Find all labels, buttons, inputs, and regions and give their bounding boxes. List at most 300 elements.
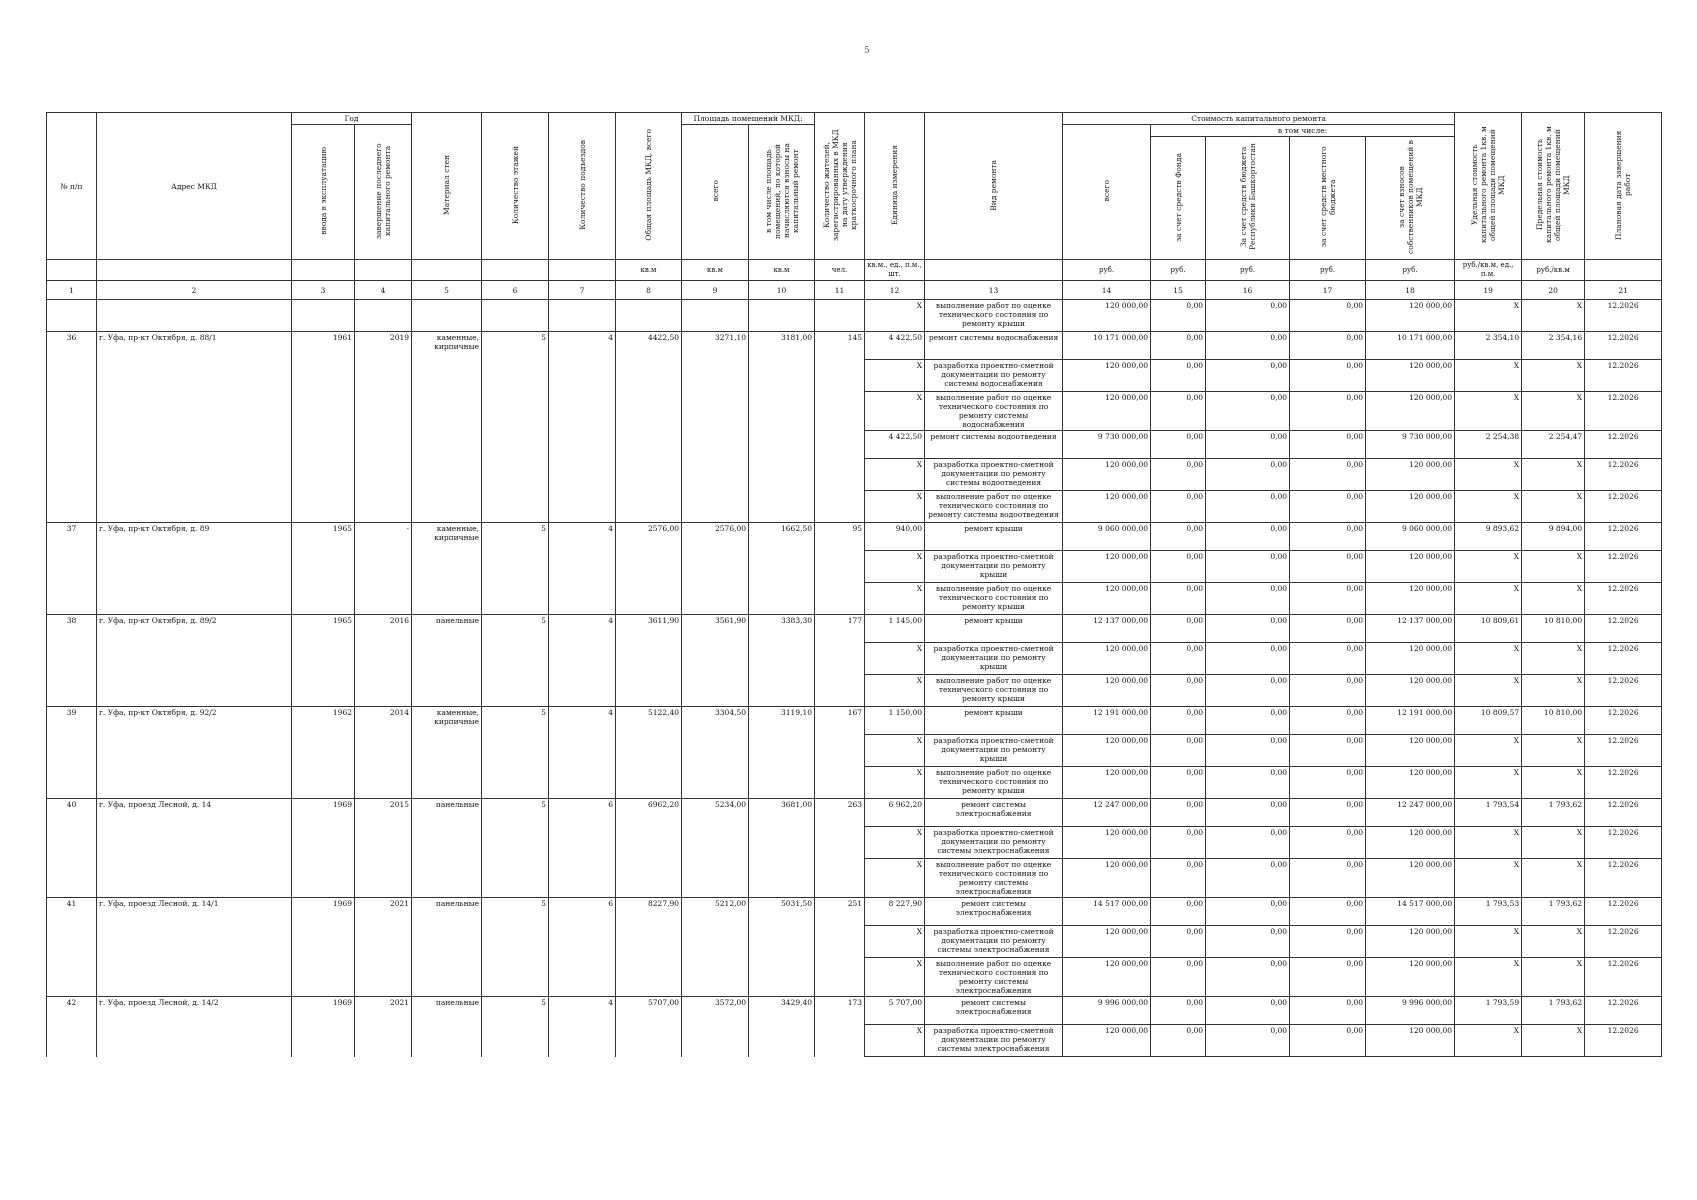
specific-cost: X bbox=[1455, 827, 1522, 859]
work-type: ремонт системы электроснабжения bbox=[925, 898, 1063, 926]
limit-cost: 2 254,47 bbox=[1522, 431, 1585, 459]
repair-plan-table bbox=[46, 112, 1662, 1057]
cost-total: 120 000,00 bbox=[1063, 392, 1151, 431]
entrances-count: 4 bbox=[549, 332, 616, 360]
cost-rb-budget: 0,00 bbox=[1206, 360, 1290, 392]
area-rooms bbox=[682, 859, 749, 898]
area-rooms: 5212,00 bbox=[682, 898, 749, 926]
unit-value: X bbox=[865, 392, 925, 431]
header-area-group: Площадь помещений МКД: bbox=[693, 114, 803, 123]
area-fee bbox=[749, 1025, 815, 1057]
row-number: 37 bbox=[47, 523, 97, 551]
header-rb-budget: За счет средств бюджета Республики Башкортостан bbox=[1238, 143, 1257, 251]
cost-total: 120 000,00 bbox=[1063, 675, 1151, 707]
address bbox=[97, 859, 292, 898]
entrances-count: 6 bbox=[549, 799, 616, 827]
table-row bbox=[47, 707, 1662, 735]
cost-local-budget: 0,00 bbox=[1290, 997, 1366, 1025]
area-rooms bbox=[682, 360, 749, 392]
row-number bbox=[47, 926, 97, 958]
limit-cost: X bbox=[1522, 360, 1585, 392]
area-rooms bbox=[682, 926, 749, 958]
row-number bbox=[47, 300, 97, 332]
unit-label: руб./кв.м bbox=[1522, 260, 1585, 281]
address bbox=[97, 1025, 292, 1057]
year-built bbox=[292, 926, 355, 958]
cost-fund: 0,00 bbox=[1151, 392, 1206, 431]
floors-count bbox=[482, 827, 549, 859]
specific-cost: X bbox=[1455, 583, 1522, 615]
column-number: 21 bbox=[1585, 281, 1662, 300]
cost-local-budget: 0,00 bbox=[1290, 491, 1366, 523]
unit-label: кв.м., ед., п.м., шт. bbox=[865, 260, 925, 281]
cost-owners: 120 000,00 bbox=[1366, 360, 1455, 392]
floors-count bbox=[482, 431, 549, 459]
work-type: разработка проектно-сметной документации по ремонту крыши bbox=[925, 551, 1063, 583]
year-repair: 2021 bbox=[355, 997, 412, 1025]
row-number bbox=[47, 360, 97, 392]
row-number bbox=[47, 859, 97, 898]
cost-fund: 0,00 bbox=[1151, 898, 1206, 926]
work-type: разработка проектно-сметной документации по ремонту системы водоснабжения bbox=[925, 360, 1063, 392]
specific-cost: X bbox=[1455, 491, 1522, 523]
specific-cost: X bbox=[1455, 675, 1522, 707]
floors-count bbox=[482, 643, 549, 675]
year-built: 1969 bbox=[292, 898, 355, 926]
floors-count bbox=[482, 958, 549, 997]
cost-local-budget: 0,00 bbox=[1290, 707, 1366, 735]
floors-count: 5 bbox=[482, 523, 549, 551]
area-total bbox=[616, 926, 682, 958]
area-fee bbox=[749, 675, 815, 707]
column-numbers-row bbox=[47, 281, 1662, 300]
specific-cost: 1 793,54 bbox=[1455, 799, 1522, 827]
area-fee bbox=[749, 827, 815, 859]
row-number bbox=[47, 767, 97, 799]
cost-fund: 0,00 bbox=[1151, 360, 1206, 392]
floors-count: 5 bbox=[482, 707, 549, 735]
area-total: 2576,00 bbox=[616, 523, 682, 551]
year-built bbox=[292, 491, 355, 523]
wall-material bbox=[412, 431, 482, 459]
plan-date: 12.2026 bbox=[1585, 1025, 1662, 1057]
plan-date: 12.2026 bbox=[1585, 491, 1662, 523]
cost-fund: 0,00 bbox=[1151, 1025, 1206, 1057]
floors-count bbox=[482, 735, 549, 767]
address bbox=[97, 827, 292, 859]
column-number: 5 bbox=[412, 281, 482, 300]
table-row bbox=[47, 799, 1662, 827]
unit-value: X bbox=[865, 491, 925, 523]
plan-date: 12.2026 bbox=[1585, 551, 1662, 583]
cost-fund: 0,00 bbox=[1151, 997, 1206, 1025]
plan-date: 12.2026 bbox=[1585, 392, 1662, 431]
table-row bbox=[47, 392, 1662, 431]
cost-owners: 120 000,00 bbox=[1366, 926, 1455, 958]
cost-rb-budget: 0,00 bbox=[1206, 431, 1290, 459]
row-number bbox=[47, 643, 97, 675]
cost-rb-budget: 0,00 bbox=[1206, 332, 1290, 360]
cost-rb-budget: 0,00 bbox=[1206, 459, 1290, 491]
year-repair bbox=[355, 491, 412, 523]
entrances-count: 6 bbox=[549, 898, 616, 926]
area-fee bbox=[749, 459, 815, 491]
area-rooms: 3271,10 bbox=[682, 332, 749, 360]
cost-local-budget: 0,00 bbox=[1290, 675, 1366, 707]
unit-value: X bbox=[865, 360, 925, 392]
limit-cost: X bbox=[1522, 735, 1585, 767]
work-type: ремонт системы электроснабжения bbox=[925, 997, 1063, 1025]
row-number bbox=[47, 551, 97, 583]
cost-rb-budget: 0,00 bbox=[1206, 827, 1290, 859]
area-fee bbox=[749, 926, 815, 958]
unit-value: X bbox=[865, 827, 925, 859]
area-fee bbox=[749, 551, 815, 583]
cost-local-budget: 0,00 bbox=[1290, 360, 1366, 392]
table-row bbox=[47, 859, 1662, 898]
wall-material bbox=[412, 300, 482, 332]
row-number: 39 bbox=[47, 707, 97, 735]
area-rooms: 3561,90 bbox=[682, 615, 749, 643]
residents-count bbox=[815, 1025, 865, 1057]
floors-count bbox=[482, 300, 549, 332]
unit-value: 4 422,50 bbox=[865, 431, 925, 459]
work-type: выполнение работ по оценке технического состояния по ремонту крыши bbox=[925, 675, 1063, 707]
unit-label: руб. bbox=[1366, 260, 1455, 281]
year-repair bbox=[355, 583, 412, 615]
entrances-count: 4 bbox=[549, 707, 616, 735]
cost-rb-budget: 0,00 bbox=[1206, 615, 1290, 643]
table-row bbox=[47, 523, 1662, 551]
plan-date: 12.2026 bbox=[1585, 997, 1662, 1025]
entrances-count bbox=[549, 735, 616, 767]
area-rooms bbox=[682, 491, 749, 523]
cost-fund: 0,00 bbox=[1151, 551, 1206, 583]
year-built: 1965 bbox=[292, 615, 355, 643]
cost-fund: 0,00 bbox=[1151, 491, 1206, 523]
year-repair bbox=[355, 643, 412, 675]
plan-date: 12.2026 bbox=[1585, 675, 1662, 707]
year-built bbox=[292, 735, 355, 767]
area-total bbox=[616, 859, 682, 898]
header-cost-total: всего bbox=[1102, 180, 1112, 202]
area-total bbox=[616, 643, 682, 675]
cost-fund: 0,00 bbox=[1151, 707, 1206, 735]
area-rooms bbox=[682, 827, 749, 859]
cost-owners: 120 000,00 bbox=[1366, 675, 1455, 707]
entrances-count bbox=[549, 1025, 616, 1057]
cost-total: 120 000,00 bbox=[1063, 735, 1151, 767]
row-number: 41 bbox=[47, 898, 97, 926]
year-repair bbox=[355, 735, 412, 767]
area-total: 6962,20 bbox=[616, 799, 682, 827]
cost-rb-budget: 0,00 bbox=[1206, 735, 1290, 767]
area-rooms bbox=[682, 1025, 749, 1057]
wall-material: каменные, кирпичные bbox=[412, 707, 482, 735]
cost-local-budget: 0,00 bbox=[1290, 431, 1366, 459]
header-year-group: Год bbox=[344, 114, 359, 123]
year-repair bbox=[355, 1025, 412, 1057]
year-repair: 2014 bbox=[355, 707, 412, 735]
row-number bbox=[47, 735, 97, 767]
address bbox=[97, 360, 292, 392]
column-number: 19 bbox=[1455, 281, 1522, 300]
work-type: выполнение работ по оценке технического состояния по ремонту системы водоотведения bbox=[925, 491, 1063, 523]
cost-local-budget: 0,00 bbox=[1290, 767, 1366, 799]
address bbox=[97, 300, 292, 332]
address: г. Уфа, проезд Лесной, д. 14 bbox=[97, 799, 292, 827]
table-row bbox=[47, 735, 1662, 767]
year-repair bbox=[355, 675, 412, 707]
year-built bbox=[292, 675, 355, 707]
unit-value: 5 707,00 bbox=[865, 997, 925, 1025]
work-type: ремонт крыши bbox=[925, 615, 1063, 643]
area-fee bbox=[749, 300, 815, 332]
entrances-count bbox=[549, 767, 616, 799]
cost-fund: 0,00 bbox=[1151, 767, 1206, 799]
wall-material: каменные, кирпичные bbox=[412, 332, 482, 360]
limit-cost: X bbox=[1522, 859, 1585, 898]
specific-cost: X bbox=[1455, 1025, 1522, 1057]
cost-total: 9 996 000,00 bbox=[1063, 997, 1151, 1025]
header-incl: в том числе: bbox=[1277, 126, 1328, 135]
year-built: 1962 bbox=[292, 707, 355, 735]
column-number: 7 bbox=[549, 281, 616, 300]
work-type: выполнение работ по оценке технического состояния по ремонту системы электроснабжения bbox=[925, 958, 1063, 997]
cost-owners: 120 000,00 bbox=[1366, 459, 1455, 491]
cost-owners: 120 000,00 bbox=[1366, 583, 1455, 615]
area-total: 5707,00 bbox=[616, 997, 682, 1025]
table-row bbox=[47, 958, 1662, 997]
year-built bbox=[292, 583, 355, 615]
year-repair bbox=[355, 859, 412, 898]
residents-count: 251 bbox=[815, 898, 865, 926]
plan-date: 12.2026 bbox=[1585, 735, 1662, 767]
page-number: 5 bbox=[864, 46, 870, 56]
header-owners: за счет взносов собственников помещений в МКД bbox=[1396, 140, 1424, 254]
entrances-count bbox=[549, 551, 616, 583]
cost-owners: 120 000,00 bbox=[1366, 551, 1455, 583]
year-built bbox=[292, 459, 355, 491]
unit-value: X bbox=[865, 926, 925, 958]
floors-count bbox=[482, 583, 549, 615]
cost-owners: 120 000,00 bbox=[1366, 491, 1455, 523]
row-number bbox=[47, 675, 97, 707]
area-fee: 3681,00 bbox=[749, 799, 815, 827]
cost-rb-budget: 0,00 bbox=[1206, 859, 1290, 898]
table-row bbox=[47, 431, 1662, 459]
residents-count bbox=[815, 859, 865, 898]
year-built: 1965 bbox=[292, 523, 355, 551]
area-total bbox=[616, 583, 682, 615]
unit-value: X bbox=[865, 767, 925, 799]
entrances-count bbox=[549, 491, 616, 523]
residents-count bbox=[815, 491, 865, 523]
address bbox=[97, 735, 292, 767]
wall-material: каменные, кирпичные bbox=[412, 523, 482, 551]
plan-date: 12.2026 bbox=[1585, 615, 1662, 643]
limit-cost: X bbox=[1522, 827, 1585, 859]
unit-value: 6 962,20 bbox=[865, 799, 925, 827]
cost-total: 120 000,00 bbox=[1063, 859, 1151, 898]
cost-owners: 120 000,00 bbox=[1366, 643, 1455, 675]
limit-cost: 1 793,62 bbox=[1522, 997, 1585, 1025]
work-type: ремонт системы водоснабжения bbox=[925, 332, 1063, 360]
wall-material bbox=[412, 459, 482, 491]
cost-fund: 0,00 bbox=[1151, 827, 1206, 859]
cost-owners: 14 517 000,00 bbox=[1366, 898, 1455, 926]
area-total bbox=[616, 551, 682, 583]
column-number: 14 bbox=[1063, 281, 1151, 300]
area-rooms bbox=[682, 392, 749, 431]
year-repair bbox=[355, 827, 412, 859]
header-year-built: ввода в эксплуатацию bbox=[318, 147, 328, 235]
cost-total: 120 000,00 bbox=[1063, 300, 1151, 332]
plan-date: 12.2026 bbox=[1585, 799, 1662, 827]
work-type: разработка проектно-сметной документации по ремонту системы электроснабжения bbox=[925, 827, 1063, 859]
limit-cost: 9 894,00 bbox=[1522, 523, 1585, 551]
entrances-count bbox=[549, 958, 616, 997]
cost-total: 120 000,00 bbox=[1063, 551, 1151, 583]
area-total: 3611,90 bbox=[616, 615, 682, 643]
year-repair: 2016 bbox=[355, 615, 412, 643]
cost-fund: 0,00 bbox=[1151, 643, 1206, 675]
limit-cost: 1 793,62 bbox=[1522, 799, 1585, 827]
limit-cost: X bbox=[1522, 958, 1585, 997]
area-rooms bbox=[682, 459, 749, 491]
column-number: 18 bbox=[1366, 281, 1455, 300]
cost-owners: 120 000,00 bbox=[1366, 767, 1455, 799]
unit-value: X bbox=[865, 675, 925, 707]
work-type: разработка проектно-сметной документации по ремонту системы электроснабжения bbox=[925, 1025, 1063, 1057]
residents-count bbox=[815, 767, 865, 799]
cost-rb-budget: 0,00 bbox=[1206, 707, 1290, 735]
floors-count bbox=[482, 551, 549, 583]
cost-total: 12 137 000,00 bbox=[1063, 615, 1151, 643]
header-area-rooms: всего bbox=[710, 180, 720, 202]
column-number: 8 bbox=[616, 281, 682, 300]
address: г. Уфа, пр-кт Октября, д. 92/2 bbox=[97, 707, 292, 735]
floors-count bbox=[482, 360, 549, 392]
area-total bbox=[616, 300, 682, 332]
area-total bbox=[616, 431, 682, 459]
column-number: 16 bbox=[1206, 281, 1290, 300]
unit-value: X bbox=[865, 551, 925, 583]
specific-cost: X bbox=[1455, 958, 1522, 997]
area-rooms bbox=[682, 767, 749, 799]
row-number bbox=[47, 1025, 97, 1057]
year-built: 1969 bbox=[292, 997, 355, 1025]
limit-cost: X bbox=[1522, 1025, 1585, 1057]
work-type: разработка проектно-сметной документации по ремонту крыши bbox=[925, 735, 1063, 767]
limit-cost: 1 793,62 bbox=[1522, 898, 1585, 926]
cost-rb-budget: 0,00 bbox=[1206, 675, 1290, 707]
row-number bbox=[47, 827, 97, 859]
cost-fund: 0,00 bbox=[1151, 859, 1206, 898]
plan-date: 12.2026 bbox=[1585, 643, 1662, 675]
plan-date: 12.2026 bbox=[1585, 431, 1662, 459]
work-type: ремонт системы водоотведения bbox=[925, 431, 1063, 459]
entrances-count bbox=[549, 431, 616, 459]
year-repair bbox=[355, 958, 412, 997]
plan-date: 12.2026 bbox=[1585, 859, 1662, 898]
address bbox=[97, 675, 292, 707]
cost-rb-budget: 0,00 bbox=[1206, 767, 1290, 799]
cost-total: 120 000,00 bbox=[1063, 643, 1151, 675]
table-row bbox=[47, 997, 1662, 1025]
area-rooms bbox=[682, 675, 749, 707]
wall-material bbox=[412, 735, 482, 767]
cost-fund: 0,00 bbox=[1151, 735, 1206, 767]
year-repair: - bbox=[355, 523, 412, 551]
entrances-count bbox=[549, 859, 616, 898]
cost-fund: 0,00 bbox=[1151, 926, 1206, 958]
residents-count bbox=[815, 551, 865, 583]
area-fee bbox=[749, 392, 815, 431]
unit-label: руб. bbox=[1206, 260, 1290, 281]
year-repair bbox=[355, 551, 412, 583]
cost-owners: 120 000,00 bbox=[1366, 859, 1455, 898]
wall-material bbox=[412, 859, 482, 898]
entrances-count bbox=[549, 459, 616, 491]
area-fee: 3119,10 bbox=[749, 707, 815, 735]
year-repair: 2021 bbox=[355, 898, 412, 926]
area-total bbox=[616, 491, 682, 523]
cost-local-budget: 0,00 bbox=[1290, 958, 1366, 997]
work-type: разработка проектно-сметной документации по ремонту системы электроснабжения bbox=[925, 926, 1063, 958]
area-fee bbox=[749, 643, 815, 675]
unit-label: руб. bbox=[1290, 260, 1366, 281]
cost-owners: 9 996 000,00 bbox=[1366, 997, 1455, 1025]
address: г. Уфа, пр-кт Октября, д. 89/2 bbox=[97, 615, 292, 643]
row-number: 36 bbox=[47, 332, 97, 360]
wall-material bbox=[412, 675, 482, 707]
entrances-count bbox=[549, 827, 616, 859]
table-row bbox=[47, 551, 1662, 583]
work-type: выполнение работ по оценке технического состояния по ремонту системы электроснабжения bbox=[925, 859, 1063, 898]
cost-total: 9 730 000,00 bbox=[1063, 431, 1151, 459]
limit-cost: 2 354,16 bbox=[1522, 332, 1585, 360]
area-fee: 3429,40 bbox=[749, 997, 815, 1025]
unit-value: X bbox=[865, 735, 925, 767]
row-number: 38 bbox=[47, 615, 97, 643]
floors-count: 5 bbox=[482, 898, 549, 926]
header-residents: Количество жителей, зарегистрированных в МКД на дату утверждения краткосрочного плана bbox=[821, 129, 858, 241]
floors-count bbox=[482, 926, 549, 958]
floors-count: 5 bbox=[482, 615, 549, 643]
header-specific-cost: Удельная стоимость капитального ремонта 1кв. м общей площади помещений МКД bbox=[1470, 126, 1507, 244]
unit-label: кв.м bbox=[616, 260, 682, 281]
header-local-budget: за счет средств местного бюджета bbox=[1318, 146, 1337, 248]
limit-cost: 10 810,00 bbox=[1522, 707, 1585, 735]
cost-local-budget: 0,00 bbox=[1290, 926, 1366, 958]
address bbox=[97, 767, 292, 799]
cost-local-budget: 0,00 bbox=[1290, 643, 1366, 675]
unit-label: руб. bbox=[1063, 260, 1151, 281]
cost-total: 9 060 000,00 bbox=[1063, 523, 1151, 551]
area-total: 5122,40 bbox=[616, 707, 682, 735]
specific-cost: X bbox=[1455, 551, 1522, 583]
year-built bbox=[292, 300, 355, 332]
area-total bbox=[616, 767, 682, 799]
area-total bbox=[616, 360, 682, 392]
area-rooms bbox=[682, 551, 749, 583]
limit-cost: X bbox=[1522, 300, 1585, 332]
cost-rb-budget: 0,00 bbox=[1206, 300, 1290, 332]
cost-local-budget: 0,00 bbox=[1290, 583, 1366, 615]
table-row bbox=[47, 300, 1662, 332]
cost-fund: 0,00 bbox=[1151, 431, 1206, 459]
